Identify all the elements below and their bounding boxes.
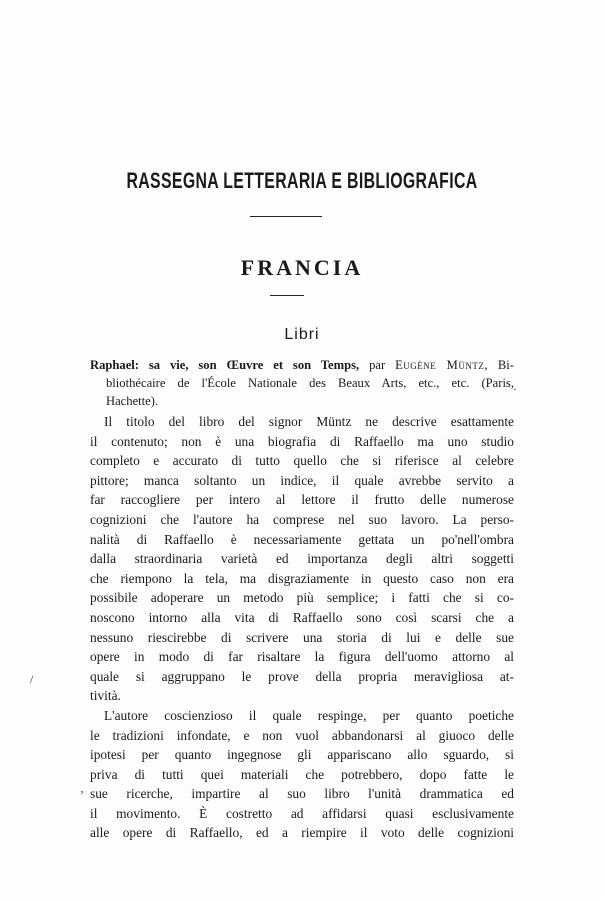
text-line: quale si aggruppano le prove della propria meravigliosa at- <box>90 668 514 684</box>
text-line: opere in modo di far risaltare la figura dell'uomo attorno al <box>90 649 514 665</box>
body-text <box>90 412 514 843</box>
biblio-line-3: Hachette). <box>106 394 159 408</box>
margin-mark: / <box>30 672 34 686</box>
text-line: L'autore coscienzioso il quale respinge, per quanto poetiche <box>104 707 514 723</box>
text-line: tività. <box>90 688 121 704</box>
text-line: priva di tutti quei materiali che potrebbero, dopo fatte le <box>90 766 514 782</box>
text-line: completo e accurato di tutto quello che si riferisce al celebre <box>90 453 514 469</box>
main-title: RASSEGNA LETTERARIA E BIBLIOGRAFICA <box>126 168 478 193</box>
text-line: dalla straordinaria varietà ed importanza degli altri soggetti <box>90 551 514 567</box>
paragraph-1 <box>90 412 514 706</box>
book-author: Eugène Müntz, <box>395 358 488 372</box>
text-line: il movimento. È costretto ad affidarsi quasi esclusivamente <box>90 805 514 821</box>
section-title: FRANCIA <box>240 255 364 280</box>
section-rule <box>270 295 304 296</box>
text-line: sue ricerche, impartire al suo libro l'unità drammatica ed <box>90 786 514 802</box>
title-rule <box>250 216 322 217</box>
subsection-title: Libri <box>284 326 320 343</box>
margin-mark: ʼ <box>80 788 84 802</box>
biblio-line-1 <box>90 356 514 374</box>
bibliographic-entry <box>90 356 514 410</box>
text-line: pittore; manca soltanto un indice, il quale avrebbe servito a <box>90 472 514 488</box>
text-line: il contenuto; non è una biografia di Raffaello ma uno studio <box>90 433 514 449</box>
text-line: che riempono la tela, ma disgraziamente in questo caso non era <box>90 570 514 586</box>
text-line: possibile adoperare un metodo più semplice; i fatti che si co- <box>90 590 514 606</box>
text-line: Il titolo del libro del signor Müntz ne descrive esattamente <box>104 414 514 429</box>
paragraph-2 <box>90 706 514 843</box>
text-line: cognizioni che l'autore ha comprese nel suo lavoro. La perso- <box>90 511 514 527</box>
text-line: alle opere di Raffaello, ed a riempire il voto delle cognizioni <box>90 825 514 841</box>
book-title: Raphael: sa vie, son Œuvre et son Temps, <box>90 358 360 372</box>
text-line: nessuno riescirebbe di scrivere una storia di lui e delle sue <box>90 629 514 645</box>
biblio-par: par <box>359 358 396 372</box>
biblio-line1-tail: Bi- <box>488 358 514 372</box>
text-line: far raccogliere per intero al lettore il frutto delle numerose <box>90 492 514 508</box>
text-line: nalità di Raffaello è necessariamente gettata un po'nell'ombra <box>90 531 514 547</box>
text-line: ipotesi per quanto ingegnose gli appariscano allo sguardo, si <box>90 747 514 763</box>
margin-mark: · <box>513 382 517 396</box>
text-line: noscono intorno alla vita di Raffaello sono così scarsi che a <box>90 609 514 625</box>
biblio-line-2: bliothécaire de l'École Nationale des Beaux Arts, etc., etc. (Paris, <box>106 376 514 390</box>
text-line: le tradizioni infondate, e non vuol abbandonarsi al giuoco delle <box>90 727 514 743</box>
